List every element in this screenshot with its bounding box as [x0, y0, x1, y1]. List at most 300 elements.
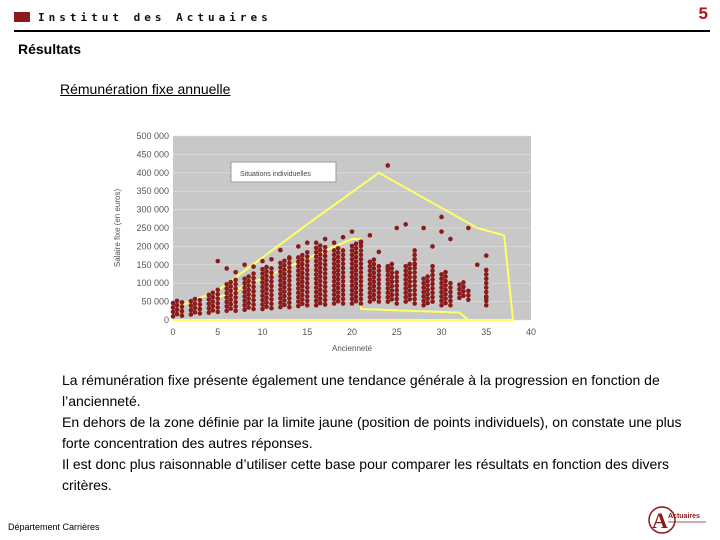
data-point: [233, 295, 238, 300]
data-point: [332, 283, 337, 288]
data-point: [228, 280, 233, 285]
data-point: [430, 273, 435, 278]
data-point: [242, 281, 247, 286]
data-point: [377, 264, 382, 269]
data-point: [430, 264, 435, 269]
data-point: [425, 288, 430, 293]
data-point: [296, 277, 301, 282]
data-point: [251, 276, 256, 281]
data-point: [412, 297, 417, 302]
data-point: [287, 278, 292, 283]
data-point: [354, 281, 359, 286]
data-point: [305, 254, 310, 259]
data-point: [228, 302, 233, 307]
data-point: [278, 296, 283, 301]
data-point: [350, 266, 355, 271]
data-point: [377, 268, 382, 273]
data-point: [305, 240, 310, 245]
data-point: [336, 272, 341, 277]
data-point: [403, 290, 408, 295]
data-point: [207, 302, 212, 307]
data-point: [332, 292, 337, 297]
data-point: [372, 257, 377, 262]
data-point: [269, 288, 274, 293]
data-point: [269, 293, 274, 298]
data-point: [394, 279, 399, 284]
data-point: [407, 266, 412, 271]
data-point: [341, 266, 346, 271]
data-point: [215, 310, 220, 315]
data-point: [350, 275, 355, 280]
data-point: [264, 300, 269, 305]
data-point: [412, 288, 417, 293]
data-point: [260, 267, 265, 272]
data-point: [224, 286, 229, 291]
data-point: [332, 301, 337, 306]
data-point: [368, 286, 373, 291]
data-point: [246, 274, 251, 279]
data-point: [314, 285, 319, 290]
data-point: [368, 264, 373, 269]
data-point: [430, 286, 435, 291]
data-point: [193, 306, 198, 311]
data-point: [443, 296, 448, 301]
y-tick-label: 100 000: [136, 278, 169, 289]
data-point: [439, 294, 444, 299]
data-point: [332, 279, 337, 284]
data-point: [251, 264, 256, 269]
data-point: [287, 274, 292, 279]
data-point: [287, 265, 292, 270]
data-point: [269, 279, 274, 284]
data-point: [448, 237, 453, 242]
data-point: [336, 286, 341, 291]
data-point: [336, 281, 341, 286]
data-point: [439, 299, 444, 304]
y-tick-label: 150 000: [136, 259, 169, 270]
data-point: [314, 272, 319, 277]
data-point: [359, 301, 364, 306]
data-point: [390, 266, 395, 271]
data-point: [448, 290, 453, 295]
data-point: [403, 222, 408, 227]
data-point: [269, 297, 274, 302]
data-point: [377, 250, 382, 255]
data-point: [233, 300, 238, 305]
data-point: [350, 229, 355, 234]
data-point: [323, 258, 328, 263]
data-point: [412, 248, 417, 253]
data-point: [484, 253, 489, 258]
data-point: [251, 271, 256, 276]
paragraph: Il est donc plus raisonnable d’utiliser cette base pour comparer les résultats en fonction des divers critères.: [62, 456, 669, 493]
data-point: [390, 293, 395, 298]
data-point: [296, 273, 301, 278]
data-point: [412, 253, 417, 258]
data-point: [215, 296, 220, 301]
data-point: [278, 265, 283, 270]
data-point: [314, 263, 319, 268]
data-point: [425, 296, 430, 301]
data-point: [251, 289, 256, 294]
data-point: [412, 279, 417, 284]
data-point: [264, 282, 269, 287]
data-point: [180, 313, 185, 318]
data-point: [269, 284, 274, 289]
data-point: [439, 281, 444, 286]
actuaires-logo: [646, 503, 710, 535]
data-point: [386, 295, 391, 300]
data-point: [171, 301, 176, 306]
data-point: [443, 292, 448, 297]
data-point: [282, 263, 287, 268]
page-number: 5: [698, 4, 708, 23]
data-point: [296, 244, 301, 249]
data-point: [198, 307, 203, 312]
data-point: [403, 277, 408, 282]
data-point: [224, 266, 229, 271]
x-axis-label: Ancienneté: [331, 344, 373, 353]
data-point: [224, 300, 229, 305]
data-point: [390, 275, 395, 280]
data-point: [228, 293, 233, 298]
data-point: [242, 303, 247, 308]
data-point: [350, 279, 355, 284]
data-point: [421, 281, 426, 286]
data-point: [278, 292, 283, 297]
data-point: [443, 301, 448, 306]
y-axis-label: Salaire fixe (en euros): [113, 188, 122, 268]
data-point: [287, 300, 292, 305]
data-point: [359, 248, 364, 253]
data-point: [287, 261, 292, 266]
data-point: [359, 279, 364, 284]
data-point: [386, 277, 391, 282]
data-point: [443, 288, 448, 293]
data-point: [359, 261, 364, 266]
data-point: [207, 310, 212, 315]
data-point: [300, 262, 305, 267]
header-divider: [14, 30, 710, 32]
data-point: [332, 275, 337, 280]
data-point: [439, 285, 444, 290]
data-point: [359, 275, 364, 280]
data-point: [282, 267, 287, 272]
data-point: [251, 298, 256, 303]
data-point: [233, 270, 238, 275]
data-point: [341, 279, 346, 284]
logo-text: Actuaires: [668, 513, 700, 520]
data-point: [305, 299, 310, 304]
data-point: [269, 306, 274, 311]
data-point: [318, 243, 323, 248]
data-point: [412, 301, 417, 306]
data-point: [251, 280, 256, 285]
data-point: [189, 303, 194, 308]
data-point: [386, 163, 391, 168]
data-point: [318, 274, 323, 279]
data-point: [175, 303, 180, 308]
data-point: [372, 288, 377, 293]
data-point: [198, 298, 203, 303]
data-point: [341, 248, 346, 253]
x-tick-label: 20: [346, 327, 358, 337]
data-point: [354, 246, 359, 251]
data-point: [305, 268, 310, 273]
data-point: [430, 268, 435, 273]
data-point: [332, 248, 337, 253]
data-point: [278, 261, 283, 266]
data-point: [264, 296, 269, 301]
data-point: [403, 268, 408, 273]
data-point: [305, 294, 310, 299]
data-point: [300, 275, 305, 280]
data-point: [430, 282, 435, 287]
data-point: [300, 257, 305, 262]
data-point: [407, 262, 412, 267]
data-point: [287, 292, 292, 297]
data-point: [350, 288, 355, 293]
data-point: [484, 296, 489, 301]
data-point: [350, 261, 355, 266]
data-point: [233, 309, 238, 314]
data-point: [332, 257, 337, 262]
data-point: [386, 282, 391, 287]
data-point: [193, 301, 198, 306]
paragraph: La rémunération fixe présente également une tendance générale à la progression en fonction de l’ancienneté.: [62, 372, 660, 409]
data-point: [211, 290, 216, 295]
data-point: [336, 295, 341, 300]
data-point: [246, 292, 251, 297]
data-point: [421, 303, 426, 308]
body-text: [62, 370, 702, 496]
data-point: [260, 293, 265, 298]
data-point: [390, 262, 395, 267]
data-point: [269, 302, 274, 307]
paragraph: En dehors de la zone définie par la limite jaune (position de points individuels), on constate une plus forte concentration des autres réponses.: [62, 414, 682, 451]
data-point: [484, 281, 489, 286]
data-point: [175, 299, 180, 304]
data-point: [228, 306, 233, 311]
data-point: [264, 278, 269, 283]
data-point: [359, 266, 364, 271]
data-point: [332, 297, 337, 302]
data-point: [336, 277, 341, 282]
data-point: [318, 292, 323, 297]
data-point: [390, 279, 395, 284]
data-point: [430, 295, 435, 300]
data-point: [341, 270, 346, 275]
data-point: [287, 283, 292, 288]
data-point: [336, 299, 341, 304]
data-point: [386, 266, 391, 271]
data-point: [215, 259, 220, 264]
data-point: [421, 276, 426, 281]
data-point: [278, 300, 283, 305]
data-point: [377, 286, 382, 291]
data-point: [354, 299, 359, 304]
x-tick-labels: [170, 327, 536, 337]
data-point: [475, 263, 480, 268]
x-tick-label: 0: [170, 327, 176, 337]
data-point: [233, 282, 238, 287]
data-point: [300, 266, 305, 271]
data-point: [282, 303, 287, 308]
data-point: [314, 268, 319, 273]
data-point: [233, 304, 238, 309]
data-point: [305, 263, 310, 268]
data-point: [336, 290, 341, 295]
data-point: [278, 278, 283, 283]
data-point: [484, 285, 489, 290]
data-point: [193, 310, 198, 315]
data-point: [246, 305, 251, 310]
data-point: [314, 276, 319, 281]
brand-name: Institut des Actuaires: [38, 10, 272, 24]
data-point: [278, 287, 283, 292]
data-point: [448, 294, 453, 299]
data-point: [372, 284, 377, 289]
data-point: [394, 270, 399, 275]
data-point: [282, 294, 287, 299]
data-point: [368, 282, 373, 287]
data-point: [260, 289, 265, 294]
data-point: [211, 304, 216, 309]
data-point: [323, 285, 328, 290]
data-point: [377, 290, 382, 295]
y-tick-labels: [136, 131, 169, 325]
data-point: [403, 299, 408, 304]
y-tick-label: 250 000: [136, 223, 169, 233]
data-point: [484, 290, 489, 295]
data-point: [332, 261, 337, 266]
data-point: [296, 268, 301, 273]
x-tick-label: 15: [302, 327, 313, 337]
data-point: [189, 299, 194, 304]
data-point: [314, 250, 319, 255]
data-point: [421, 226, 426, 231]
data-point: [359, 253, 364, 258]
data-point: [211, 295, 216, 300]
data-point: [407, 293, 412, 298]
data-point: [300, 253, 305, 258]
data-point: [394, 288, 399, 293]
data-point: [368, 290, 373, 295]
data-point: [264, 274, 269, 279]
data-point: [466, 289, 471, 294]
data-point: [314, 259, 319, 264]
data-point: [354, 277, 359, 282]
data-point: [439, 290, 444, 295]
data-point: [350, 244, 355, 249]
data-point: [332, 240, 337, 245]
y-tick-label: 450 000: [136, 149, 169, 160]
data-point: [443, 279, 448, 284]
data-point: [341, 297, 346, 302]
data-point: [407, 279, 412, 284]
data-point: [359, 240, 364, 245]
data-point: [314, 299, 319, 304]
data-point: [287, 305, 292, 310]
data-point: [246, 283, 251, 288]
data-point: [394, 292, 399, 297]
data-point: [323, 237, 328, 242]
data-point: [341, 275, 346, 280]
data-point: [180, 300, 185, 305]
data-point: [390, 271, 395, 276]
data-point: [461, 280, 466, 285]
y-tick-label: 500 000: [136, 131, 169, 141]
data-point: [296, 255, 301, 260]
data-point: [412, 275, 417, 280]
data-point: [228, 284, 233, 289]
data-point: [350, 270, 355, 275]
data-point: [323, 302, 328, 307]
data-point: [305, 259, 310, 264]
data-point: [341, 235, 346, 240]
data-point: [269, 266, 274, 271]
scatter-chart: [108, 126, 548, 356]
data-point: [282, 276, 287, 281]
y-tick-label: 400 000: [136, 167, 169, 178]
data-point: [318, 288, 323, 293]
data-point: [318, 279, 323, 284]
data-point: [430, 244, 435, 249]
data-point: [412, 270, 417, 275]
data-point: [354, 264, 359, 269]
data-point: [421, 285, 426, 290]
data-point: [336, 259, 341, 264]
data-point: [350, 253, 355, 258]
data-point: [318, 270, 323, 275]
data-point: [224, 295, 229, 300]
data-point: [372, 266, 377, 271]
data-point: [287, 255, 292, 260]
data-point: [300, 297, 305, 302]
data-point: [305, 281, 310, 286]
data-point: [318, 265, 323, 270]
data-point: [457, 291, 462, 296]
data-point: [354, 250, 359, 255]
data-point: [354, 242, 359, 247]
data-point: [350, 301, 355, 306]
data-point: [368, 233, 373, 238]
data-point: [359, 297, 364, 302]
data-point: [318, 261, 323, 266]
data-point: [189, 312, 194, 317]
data-point: [368, 277, 373, 282]
data-point: [269, 257, 274, 262]
data-point: [323, 267, 328, 272]
data-point: [443, 270, 448, 275]
y-tick-label: 50 000: [141, 296, 169, 307]
data-point: [296, 299, 301, 304]
data-point: [403, 273, 408, 278]
data-point: [233, 286, 238, 291]
data-point: [386, 273, 391, 278]
x-tick-label: 35: [481, 327, 492, 337]
data-point: [300, 293, 305, 298]
data-point: [269, 271, 274, 276]
data-point: [368, 260, 373, 265]
data-point: [368, 295, 373, 300]
data-point: [403, 286, 408, 291]
data-point: [260, 298, 265, 303]
data-point: [394, 275, 399, 280]
data-point: [278, 283, 283, 288]
data-point: [246, 301, 251, 306]
data-point: [287, 287, 292, 292]
